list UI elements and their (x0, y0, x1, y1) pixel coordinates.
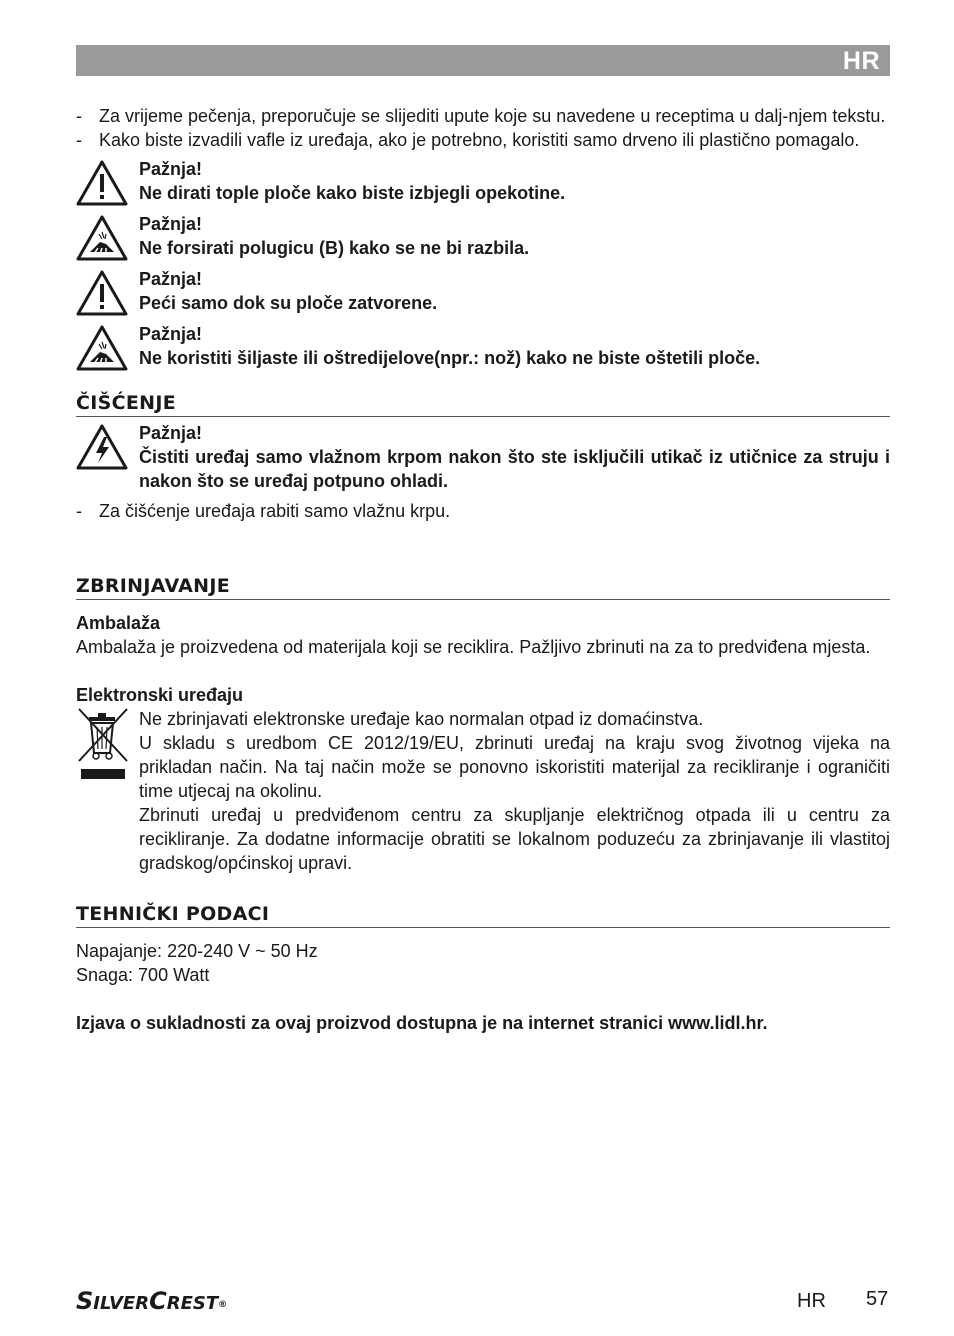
electronic-paragraph: Ne zbrinjavati elektronske uređaje kao normalan otpad iz domaćinstva. (139, 709, 704, 729)
cleaning-bullet: - Za čišćenje uređaja rabiti samo vlažnu krpu. (76, 501, 451, 521)
electronic-title: Elektronski uređaju (76, 685, 244, 705)
bullet-text: Kako biste izvadili vafle iz uređaja, ako je potrebno, koristiti samo drveno ili plastično pomagalo. (99, 130, 860, 150)
hand-injury-warning-icon (76, 324, 128, 372)
declaration-text: Izjava o sukladnosti za ovaj proizvod dostupna je na internet stranici www.lidl.hr. (76, 1013, 768, 1033)
packaging-title: Ambalaža (76, 613, 161, 633)
footer-language-code: HR (797, 1290, 826, 1312)
technical-line: Napajanje: 220-240 V ~ 50 Hz (76, 941, 318, 961)
warning-block (76, 267, 890, 322)
intro-bullet: - Za vrijeme pečenja, preporučuje se slijediti upute koje su navedene u receptima u dalj-njem tekstu. (76, 106, 886, 126)
electronic-disposal-block (76, 707, 890, 875)
warning-block (76, 157, 890, 212)
exclamation-warning-icon (76, 269, 128, 317)
warning-text: Ne koristiti šiljaste ili oštredijelove(npr.: nož) kako ne biste oštetili ploče. (139, 348, 761, 368)
warning-block (76, 421, 890, 493)
electric-shock-warning-icon (76, 423, 128, 471)
technical-line: Snaga: 700 Watt (76, 965, 210, 985)
hand-injury-warning-icon (76, 214, 128, 262)
crossed-bin-icon (76, 707, 130, 785)
bullet-text: Za vrijeme pečenja, preporučuje se slijediti upute koje su navedene u receptima u dalj-njem tekstu. (99, 106, 886, 126)
warning-text: Čistiti uređaj samo vlažnom krpom nakon što ste isključili utikač iz utičnice za struju i nakon što se uređaj potpuno ohladi. (139, 447, 890, 491)
warning-title: Pažnja! (139, 423, 203, 443)
section-title-disposal: ZBRINJAVANJE (76, 574, 890, 600)
electronic-paragraph: Zbrinuti uređaj u predviđenom centru za skupljanje električnog otpada ili u centru za recikliranje. Za dodatne informacije obratiti se lokalnom poduzeću za zbrinjavanje ili vlastitoj gradskog/općinskoj upravi. (139, 805, 890, 873)
page-content (76, 104, 890, 1035)
bullet-text: Za čišćenje uređaja rabiti samo vlažnu krpu. (99, 501, 451, 521)
intro-bullet: - Kako biste izvadili vafle iz uređaja, ako je potrebno, koristiti samo drveno ili plastično pomagalo. (76, 130, 860, 150)
warning-title: Pažnja! (139, 159, 203, 179)
warning-title: Pažnja! (139, 214, 203, 234)
packaging-text: Ambalaža je proizvedena od materijala koji se reciklira. Pažljivo zbrinuti na za to predviđena mjesta. (76, 637, 871, 657)
warning-title: Pažnja! (139, 269, 203, 289)
exclamation-warning-icon (76, 159, 128, 207)
page-number: 57 (866, 1288, 889, 1310)
header-bar (76, 45, 890, 76)
warning-block (76, 322, 890, 377)
warning-text: Peći samo dok su ploče zatvorene. (139, 293, 438, 313)
brand-logo: SILVERCREST® (76, 1287, 228, 1315)
section-title-technical: TEHNIČKI PODACI (76, 902, 890, 928)
header-language-code: HR (842, 47, 880, 75)
warning-title: Pažnja! (139, 324, 203, 344)
section-title-cleaning: ČIŠĆENJE (76, 391, 890, 417)
warning-text: Ne forsirati polugicu (B) kako se ne bi razbila. (139, 238, 530, 258)
electronic-paragraph: U skladu s uredbom CE 2012/19/EU, zbrinuti uređaj na kraju svog životnog vijeka na prikladan način. Na taj način može se ponovno iskoristiti materijal za recikliranje i ograničiti time utjecaj na okolinu. (139, 733, 890, 801)
warning-block (76, 212, 890, 267)
warning-text: Ne dirati tople ploče kako biste izbjegli opekotine. (139, 183, 566, 203)
